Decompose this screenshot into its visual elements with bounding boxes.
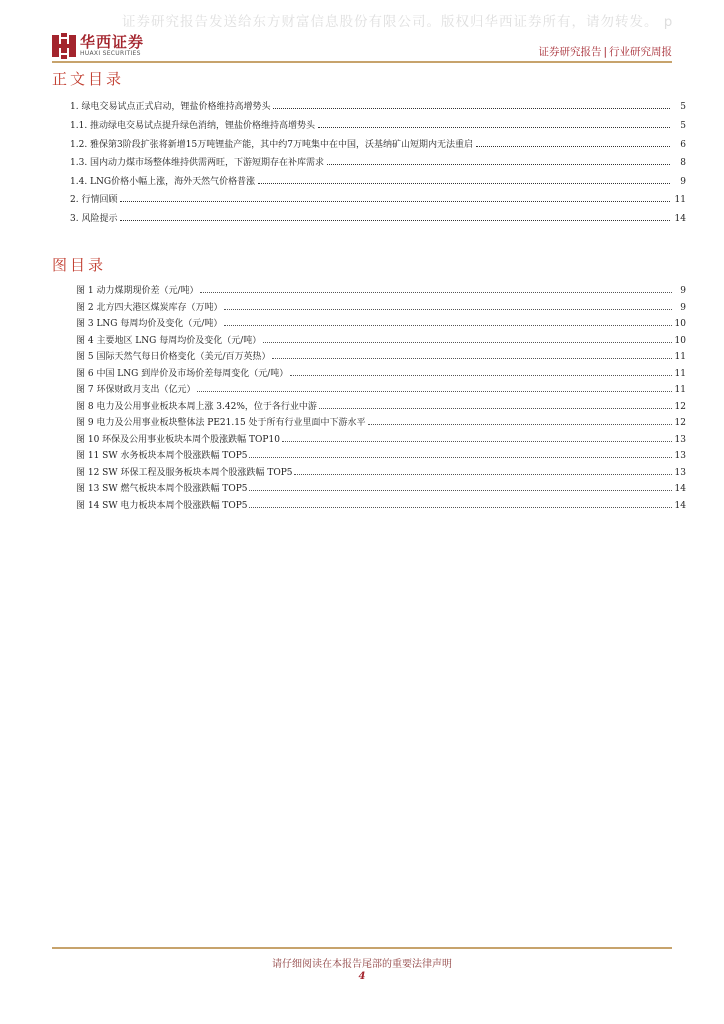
- dot-leader: [224, 309, 672, 310]
- toc-entry[interactable]: [70, 94, 686, 112]
- dot-leader: [249, 507, 672, 508]
- watermark-text: 证券研究报告发送给东方财富信息股份有限公司。版权归华西证券所有，请勿转发。 p: [122, 14, 674, 30]
- figure-entry-page: 12: [674, 418, 686, 428]
- figure-entry-page: 11: [674, 352, 686, 362]
- dot-leader: [368, 424, 672, 425]
- toc-entry[interactable]: [70, 187, 686, 205]
- toc-entry[interactable]: [70, 150, 686, 168]
- figure-entry-page: 9: [680, 303, 686, 313]
- dot-leader: [120, 220, 670, 221]
- huaxi-logo-icon: [52, 33, 76, 59]
- page-number: 4: [358, 971, 366, 982]
- brand-logo: [52, 33, 144, 59]
- report-category-label: 证券研究报告: [538, 46, 602, 58]
- figure-entry-page: 14: [674, 484, 686, 494]
- dot-leader: [249, 490, 672, 491]
- figure-entry-label: 图 8 电力及公用事业板块本周上涨 3.42%，位于各行业中游: [76, 402, 317, 412]
- figure-entry[interactable]: [76, 429, 686, 445]
- dot-leader: [319, 408, 672, 409]
- figures-title: 图目录: [52, 256, 107, 274]
- figure-entry-label: 图 13 SW 燃气板块本周个股涨跌幅 TOP5: [76, 484, 248, 494]
- dot-leader: [272, 358, 672, 359]
- figure-entry[interactable]: [76, 379, 686, 395]
- figure-entry[interactable]: [76, 495, 686, 511]
- toc-entry-page: 8: [680, 158, 686, 168]
- toc-entry-page: 5: [680, 102, 686, 112]
- dot-leader: [282, 441, 672, 442]
- figure-entry-page: 13: [674, 451, 686, 461]
- dot-leader: [249, 457, 672, 458]
- header-divider: [52, 61, 672, 63]
- brand-name-en: HUAXI SECURITIES: [80, 49, 141, 57]
- figure-entry-label: 图 3 LNG 每周均价及变化（元/吨）: [76, 319, 223, 329]
- dot-leader: [290, 375, 672, 376]
- report-subcategory-label: 行业研究周报: [609, 46, 672, 58]
- legal-notice: 请仔细阅读在本报告尾部的重要法律声明: [272, 959, 452, 970]
- dot-leader: [263, 342, 672, 343]
- toc-entry-page: 9: [680, 177, 686, 187]
- figure-entry-page: 11: [674, 369, 686, 379]
- figure-entry-page: 14: [674, 501, 686, 511]
- dot-leader: [294, 474, 672, 475]
- figure-entry-label: 图 6 中国 LNG 到岸价及市场价差每周变化（元/吨）: [76, 369, 289, 379]
- toc-entry-page: 6: [680, 140, 686, 150]
- toc-entry[interactable]: [70, 169, 686, 187]
- dot-leader: [120, 201, 670, 202]
- figure-entry[interactable]: [76, 297, 686, 313]
- toc-entry-label: 1.3. 国内动力煤市场整体维持供需两旺，下游短期存在补库需求: [70, 158, 325, 168]
- figure-entry-page: 13: [674, 435, 686, 445]
- figure-entry-page: 9: [680, 286, 686, 296]
- toc-entry[interactable]: [70, 113, 686, 131]
- figure-entry[interactable]: [76, 462, 686, 478]
- figure-entry-page: 11: [674, 385, 686, 395]
- figure-entry[interactable]: [76, 363, 686, 379]
- toc-entry-label: 1.1. 推动绿电交易试点提升绿色消纳，锂盐价格维持高增势头: [70, 121, 316, 131]
- figure-entry[interactable]: [76, 280, 686, 296]
- figure-entry-label: 图 14 SW 电力板块本周个股涨跌幅 TOP5: [76, 501, 248, 511]
- dot-leader: [200, 292, 672, 293]
- figure-entry-label: 图 1 动力煤期现价差（元/吨）: [76, 286, 199, 296]
- figure-entry[interactable]: [76, 445, 686, 461]
- figure-entry-page: 10: [674, 336, 686, 346]
- toc-entry[interactable]: [70, 132, 686, 150]
- figure-entry-label: 图 10 环保及公用事业板块本周个股涨跌幅 TOP10: [76, 435, 280, 445]
- toc-entry-label: 2. 行情回顾: [70, 195, 118, 205]
- toc-entry[interactable]: [70, 206, 686, 224]
- figure-entry-label: 图 7 环保财政月支出（亿元）: [76, 385, 196, 395]
- footer-divider: [52, 947, 672, 949]
- figure-entry[interactable]: [76, 346, 686, 362]
- dot-leader: [224, 325, 672, 326]
- figure-entry[interactable]: [76, 313, 686, 329]
- figure-entry[interactable]: [76, 412, 686, 428]
- figure-entry-page: 12: [674, 402, 686, 412]
- figure-entry-label: 图 11 SW 水务板块本周个股涨跌幅 TOP5: [76, 451, 248, 461]
- dot-leader: [258, 183, 670, 184]
- toc-entry-label: 1. 绿电交易试点正式启动，锂盐价格维持高增势头: [70, 102, 271, 112]
- figure-entry-label: 图 9 电力及公用事业板块整体法 PE21.15 处于所有行业里面中下游水平: [76, 418, 366, 428]
- toc-entry-page: 5: [680, 121, 686, 131]
- toc-entry-label: 1.4. LNG价格小幅上涨，海外天然气价格普涨: [70, 177, 256, 187]
- toc-entry-label: 3. 风险提示: [70, 214, 118, 224]
- figure-entry-page: 10: [674, 319, 686, 329]
- dot-leader: [273, 108, 670, 109]
- toc-entry-label: 1.2. 雅保第3阶段扩张将新增15万吨锂盐产能，其中约7万吨集中在中国，沃基纳矿山短期内无法重启: [70, 140, 473, 150]
- figure-entry[interactable]: [76, 396, 686, 412]
- toc-entry-page: 11: [674, 195, 686, 205]
- dot-leader: [197, 391, 672, 392]
- figure-entry-label: 图 4 主要地区 LNG 每周均价及变化（元/吨）: [76, 336, 262, 346]
- figure-entry[interactable]: [76, 478, 686, 494]
- report-category: [538, 44, 672, 59]
- dot-leader: [327, 164, 670, 165]
- figure-entry-page: 13: [674, 468, 686, 478]
- figure-entry[interactable]: [76, 330, 686, 346]
- dot-leader: [318, 127, 670, 128]
- figure-entry-label: 图 5 国际天然气每日价格变化（美元/百万英热）: [76, 352, 271, 362]
- dot-leader: [476, 146, 670, 147]
- brand-name-cn: 华西证券: [80, 32, 145, 51]
- figure-entry-label: 图 2 北方四大港区煤炭库存（万吨）: [76, 303, 223, 313]
- toc-entry-page: 14: [674, 214, 686, 224]
- figure-entry-label: 图 12 SW 环保工程及服务板块本周个股涨跌幅 TOP5: [76, 468, 293, 478]
- toc-title: 正文目录: [52, 70, 125, 88]
- category-separator: |: [603, 46, 607, 58]
